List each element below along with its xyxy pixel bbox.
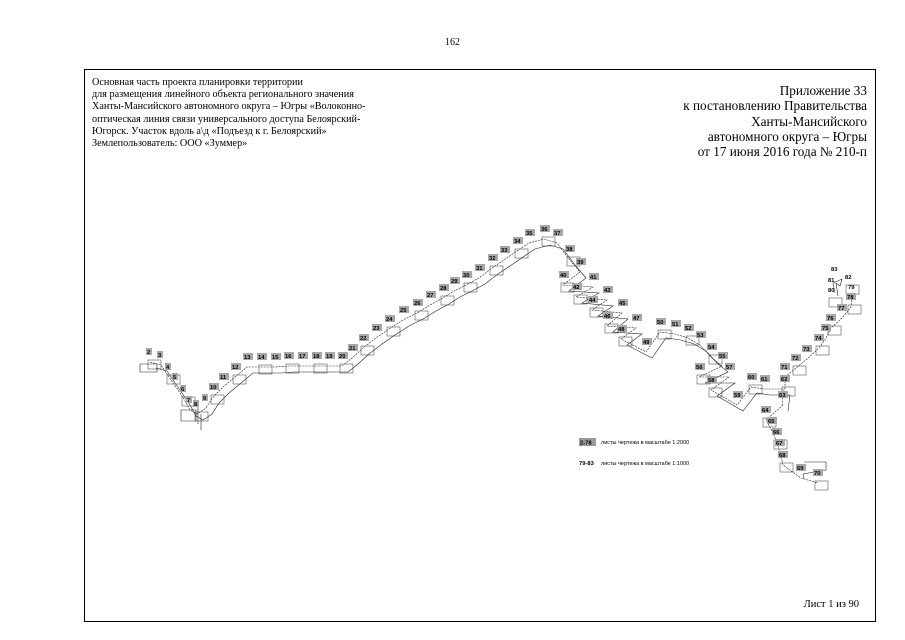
project-title-line: для размещения линейного объекта регионального значения [92, 89, 354, 101]
route-line [156, 245, 790, 420]
sheet-marker-48 [617, 325, 627, 333]
sheet-marker-label: 76 [827, 316, 834, 322]
sheet-marker-label: 65 [768, 419, 775, 425]
sheet-marker-label: 2 [147, 350, 151, 356]
sheet-marker-label: 52 [685, 326, 692, 332]
sheet-frame [259, 365, 272, 374]
sheet-marker-72 [791, 354, 801, 362]
sheet-frame [361, 346, 374, 355]
sheet-marker-label: 21 [349, 346, 356, 352]
sheet-marker-label: 43 [604, 288, 611, 294]
sheet-marker-label: 40 [560, 273, 567, 279]
sheet-marker-27 [426, 291, 436, 299]
sheet-marker-60 [747, 373, 757, 381]
sheet-marker-label: 44 [589, 298, 596, 304]
sheet-marker-20 [338, 352, 348, 360]
sheet-marker-45 [618, 299, 628, 307]
sheet-marker-label: 74 [815, 336, 822, 342]
sheet-marker-15 [271, 353, 281, 361]
sheet-marker-label: 38 [566, 247, 573, 253]
sheet-marker-9 [202, 394, 208, 402]
sheet-marker-64 [761, 406, 771, 414]
sheet-marker-42 [572, 283, 582, 291]
sheet-marker-label: 66 [773, 430, 780, 436]
sheet-marker-68 [778, 451, 788, 459]
sheet-marker-label: 45 [619, 301, 626, 307]
sheet-frame [848, 305, 861, 314]
sheet-marker-44 [588, 296, 598, 304]
sheet-frame [749, 385, 762, 394]
project-title-line: Ханты-Мансийского автономного округа – Югры «Волоконно- [92, 101, 366, 113]
sheet-frame [490, 266, 503, 275]
sheet-marker-71 [780, 363, 790, 371]
sheet-marker-37 [553, 229, 563, 237]
sheet-frame [515, 249, 528, 258]
sheet-marker-28 [439, 284, 449, 292]
sheet-marker-79 [848, 285, 855, 291]
sheet-marker-67 [775, 439, 785, 447]
sheet-marker-label: 48 [618, 327, 625, 333]
legend-code: 79-83 [579, 461, 594, 467]
route-lines [140, 237, 861, 490]
sheet-marker-30 [462, 271, 472, 279]
project-title-line: оптическая линия связи универсального доступа Белоярский- [92, 113, 361, 125]
sheet-marker-label: 4 [166, 365, 170, 371]
sheet-marker-label: 70 [814, 471, 821, 477]
sheet-marker-label: 47 [633, 316, 640, 322]
sheet-marker-label: 73 [803, 347, 810, 353]
sheet-marker-62 [780, 375, 790, 383]
sheet-marker-11 [219, 373, 229, 381]
sheet-marker-17 [298, 352, 308, 360]
sheet-marker-label: 59 [734, 393, 741, 399]
sheet-marker-label: 55 [719, 354, 726, 360]
sheet-marker-label: 11 [220, 375, 227, 381]
sheet-marker-label: 57 [726, 365, 733, 371]
sheet-marker-label: 30 [463, 273, 470, 279]
appendix-title-line: автономного округа – Югры [707, 128, 867, 144]
sheet-marker-label: 12 [232, 365, 239, 371]
sheet-marker-6 [180, 385, 186, 393]
sheet-marker-label: 75 [822, 326, 829, 332]
sheet-marker-2 [146, 348, 152, 356]
sheet-marker-label: 80 [828, 288, 835, 294]
sheet-marker-77 [837, 304, 847, 312]
sheet-marker-81 [828, 278, 835, 284]
sheet-marker-label: 39 [577, 260, 584, 266]
sheet-marker-50 [656, 318, 666, 326]
sheet-frame [816, 346, 829, 355]
sheet-marker-label: 46 [604, 314, 611, 320]
sheet-marker-label: 25 [400, 308, 407, 314]
sheet-marker-76 [826, 314, 836, 322]
sheet-marker-19 [325, 352, 335, 360]
sheet-marker-78 [846, 293, 856, 301]
sheet-marker-label: 23 [373, 326, 380, 332]
sheet-marker-66 [772, 428, 782, 436]
sheet-marker-61 [760, 375, 770, 383]
sheet-marker-69 [796, 464, 806, 472]
sheet-marker-49 [642, 338, 652, 346]
sheet-marker-label: 37 [554, 231, 561, 237]
sheet-marker-38 [565, 245, 575, 253]
sheet-marker-35 [525, 229, 535, 237]
sheet-marker-22 [359, 334, 369, 342]
sheet-frame [441, 296, 454, 305]
sheet-marker-label: 53 [697, 333, 704, 339]
sheet-marker-7 [186, 396, 192, 404]
sheet-marker-82 [845, 275, 851, 281]
sheet-marker-label: 19 [326, 354, 333, 360]
sheet-marker-label: 50 [657, 320, 664, 326]
sheet-marker-36 [540, 225, 550, 233]
sheet-marker-70 [813, 469, 823, 477]
sheet-marker-21 [348, 344, 358, 352]
sheet-marker-74 [814, 334, 824, 342]
sheet-marker-label: 18 [313, 354, 320, 360]
sheet-marker-53 [696, 331, 706, 339]
sheet-marker-label: 71 [781, 365, 788, 371]
legend-text: листы чертежа в масштабе 1:1000 [601, 461, 690, 467]
sheet-marker-label: 42 [573, 285, 580, 291]
sheet-marker-label: 9 [203, 396, 207, 402]
sheet-marker-39 [576, 258, 586, 266]
sheet-marker-31 [475, 264, 485, 272]
sheet-marker-34 [513, 237, 523, 245]
sheet-marker-label: 10 [210, 385, 217, 391]
sheet-marker-label: 79 [848, 285, 855, 291]
sheet-marker-label: 51 [672, 322, 679, 328]
sheet-frame [793, 366, 806, 375]
sheet-marker-46 [603, 312, 613, 320]
sheet-marker-label: 8 [194, 402, 198, 408]
sheet-frame [590, 308, 603, 317]
sheet-marker-label: 14 [258, 355, 265, 361]
sheet-marker-83 [831, 267, 838, 273]
sheet-marker-label: 83 [831, 267, 838, 273]
sheet-frame [286, 364, 299, 373]
sheet-marker-label: 72 [792, 356, 799, 362]
legend [579, 438, 689, 467]
sheet-frame [605, 324, 618, 333]
sheet-markers [146, 225, 856, 477]
sheet-marker-label: 33 [501, 248, 508, 254]
sheet-marker-label: 28 [440, 286, 447, 292]
sheet-marker-label: 34 [514, 239, 521, 245]
sheet-marker-label: 16 [285, 354, 292, 360]
sheet-marker-40 [559, 271, 569, 279]
sheet-marker-24 [385, 315, 395, 323]
sheet-marker-63 [778, 391, 788, 399]
sheet-marker-label: 15 [272, 355, 279, 361]
sheet-marker-label: 22 [360, 336, 367, 342]
sheet-frame [464, 283, 477, 292]
sheet-marker-label: 64 [762, 408, 769, 414]
sheet-marker-26 [413, 299, 423, 307]
sheet-marker-label: 62 [781, 377, 788, 383]
sheet-marker-58 [707, 376, 717, 384]
sheet-marker-label: 78 [847, 295, 854, 301]
appendix-title-line: к постановлению Правительства [683, 98, 867, 114]
sheet-frame [574, 295, 587, 304]
sheet-marker-10 [209, 383, 219, 391]
sheet-marker-label: 41 [590, 275, 597, 281]
sheet-marker-25 [399, 306, 409, 314]
sheet-marker-29 [450, 277, 460, 285]
sheet-marker-label: 27 [427, 293, 434, 299]
sheet-marker-80 [828, 288, 834, 294]
sheet-frame [314, 364, 327, 373]
sheet-marker-51 [671, 320, 681, 328]
sheet-marker-54 [707, 343, 717, 351]
sheet-marker-label: 36 [541, 227, 548, 233]
sheet-marker-label: 56 [696, 365, 703, 371]
sheet-frame [415, 311, 428, 320]
sheet-marker-4 [165, 363, 171, 371]
sheet-number: Лист 1 из 90 [803, 599, 859, 610]
sheet-marker-16 [284, 352, 294, 360]
sheet-marker-23 [372, 324, 382, 332]
sheet-marker-label: 61 [761, 377, 768, 383]
legend-text: листы чертежа в масштабе 1:2000 [601, 440, 690, 446]
sheet-marker-label: 13 [244, 355, 251, 361]
legend-code: 2-78 [580, 440, 592, 447]
sheet-frame [387, 327, 400, 336]
page-number: 162 [445, 37, 460, 48]
sheet-marker-label: 6 [181, 387, 185, 393]
sheet-marker-43 [603, 286, 613, 294]
sheet-marker-label: 24 [386, 317, 393, 323]
sheet-frame [211, 395, 224, 404]
sheet-marker-label: 54 [708, 345, 715, 351]
sheet-marker-label: 26 [414, 301, 421, 307]
sheet-marker-label: 7 [187, 398, 191, 404]
sheet-marker-41 [589, 273, 599, 281]
appendix-title-line: от 17 июня 2016 года № 210-п [697, 144, 867, 160]
sheet-marker-56 [695, 363, 705, 371]
sheet-marker-label: 5 [173, 375, 177, 381]
sheet-frame [658, 330, 671, 339]
project-title-line: Югорск. Участок вдоль а\д «Подъезд к г. Белоярский» [92, 125, 327, 137]
sheet-marker-label: 77 [838, 306, 845, 312]
sheet-marker-label: 29 [451, 279, 458, 285]
sheet-marker-label: 35 [526, 231, 533, 237]
sheet-marker-label: 20 [339, 354, 346, 360]
appendix-title-line: Ханты-Мансийского [751, 113, 867, 129]
sheet-marker-label: 81 [828, 278, 835, 284]
sheet-frame [815, 481, 828, 490]
sheet-marker-label: 32 [489, 256, 496, 262]
sheet-marker-label: 82 [845, 275, 852, 281]
sheet-marker-label: 63 [779, 393, 786, 399]
sheet-marker-label: 69 [797, 466, 804, 472]
sheet-marker-12 [231, 363, 241, 371]
route-line [140, 364, 157, 372]
sheet-marker-label: 58 [708, 378, 715, 384]
sheet-marker-73 [802, 345, 812, 353]
sheet-marker-75 [821, 324, 831, 332]
land-user-line: Землепользователь: ООО «Зуммер» [92, 138, 248, 150]
sheet-marker-8 [193, 400, 199, 408]
sheet-marker-59 [733, 391, 743, 399]
sheet-marker-47 [632, 314, 642, 322]
sheet-marker-label: 17 [299, 354, 306, 360]
sheet-marker-13 [243, 353, 253, 361]
project-title-line: Основная часть проекта планировки территории [92, 77, 303, 88]
sheet-marker-33 [500, 246, 510, 254]
sheet-marker-label: 68 [779, 453, 786, 459]
sheet-marker-label: 49 [643, 340, 650, 346]
sheet-marker-57 [725, 363, 735, 371]
sheet-marker-65 [767, 417, 777, 425]
sheet-marker-3 [157, 351, 163, 359]
sheet-marker-55 [718, 352, 728, 360]
sheet-marker-18 [312, 352, 322, 360]
appendix-title-line: Приложение 33 [779, 83, 867, 98]
sheet-marker-32 [488, 254, 498, 262]
sheet-marker-label: 31 [476, 266, 483, 272]
sheet-marker-label: 67 [776, 441, 783, 447]
sheet-marker-label: 3 [158, 353, 162, 359]
sheet-marker-5 [172, 373, 178, 381]
sheet-frame [233, 375, 246, 384]
sheet-marker-label: 60 [748, 375, 755, 381]
sheet-frame [340, 364, 353, 373]
sheet-marker-14 [257, 353, 267, 361]
sheet-marker-52 [684, 324, 694, 332]
